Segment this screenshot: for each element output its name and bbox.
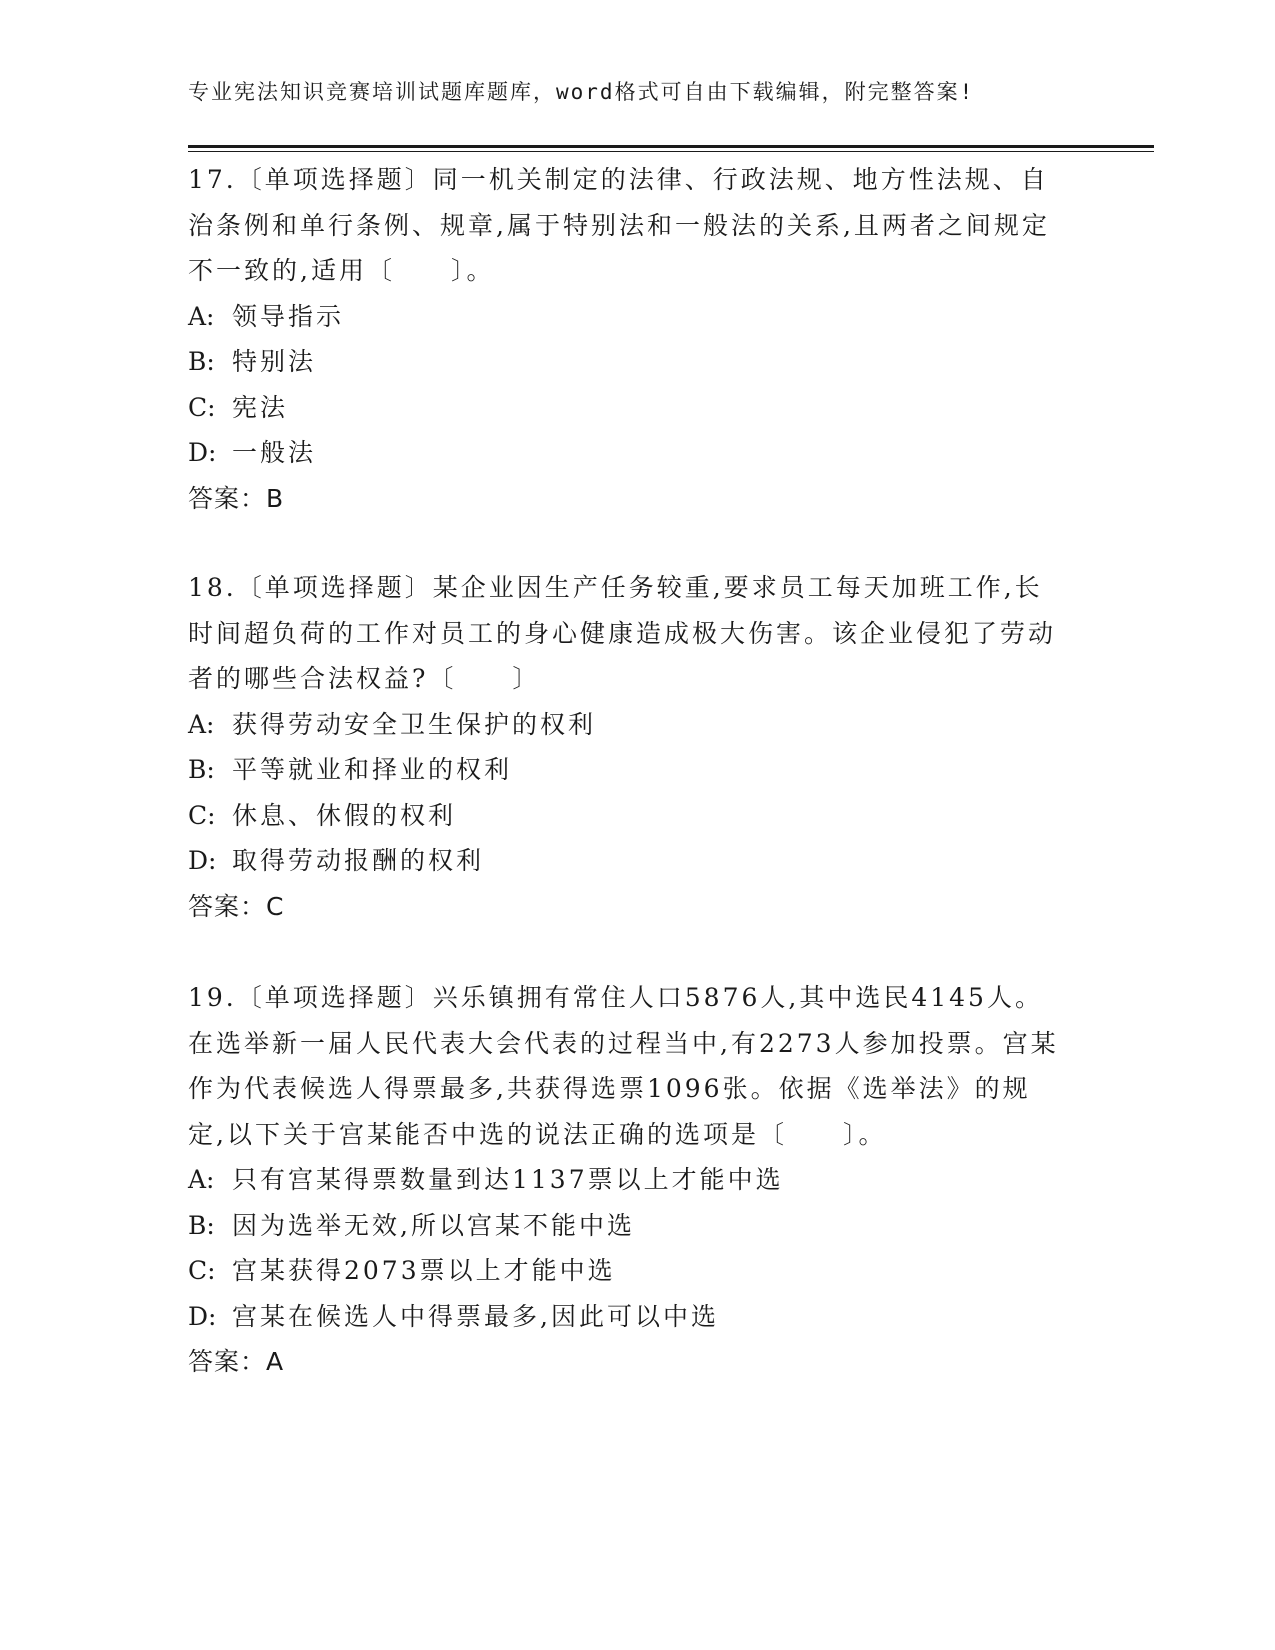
- option-letter: D:: [188, 1301, 217, 1331]
- option-letter: C:: [188, 392, 216, 422]
- answer-line: 答案：B: [188, 483, 285, 513]
- question-19: [188, 975, 1088, 1385]
- option-text: 平等就业和择业的权利: [232, 755, 513, 784]
- option-text: 一般法: [232, 438, 317, 467]
- option-a: [188, 702, 1088, 748]
- question-18: [188, 565, 1088, 929]
- option-letter: A:: [188, 709, 215, 739]
- option-letter: D:: [188, 846, 217, 875]
- option-a: [188, 1157, 1088, 1203]
- option-letter: B:: [188, 755, 215, 784]
- option-text: 特别法: [232, 347, 317, 376]
- option-text: 休息、休假的权利: [232, 800, 457, 830]
- option-text: 因为选举无效,所以宫某不能中选: [232, 1210, 635, 1240]
- option-text: 领导指示: [232, 301, 345, 331]
- option-text: 宪法: [232, 392, 289, 422]
- option-d: [188, 1294, 1088, 1340]
- option-b: [188, 747, 1088, 793]
- option-letter: C:: [188, 800, 216, 830]
- option-d: [188, 430, 1088, 476]
- option-letter: B:: [188, 1210, 215, 1240]
- option-text: 宫某获得2073票以上才能中选: [232, 1256, 616, 1285]
- option-letter: A:: [188, 301, 215, 331]
- answer-line: 答案：A: [188, 1347, 285, 1376]
- question-stem: 18.〔单项选择题〕某企业因生产任务较重,要求员工每天加班工作,长时间超负荷的工作对员工的身心健康造成极大伤害。该企业侵犯了劳动者的哪些合法权益?〔 〕: [188, 573, 1057, 693]
- page-header: 专业宪法知识竞赛培训试题库题库，word格式可自由下载编辑，附完整答案!: [188, 80, 975, 104]
- option-text: 取得劳动报酬的权利: [232, 846, 485, 875]
- header-rule-thick: [188, 145, 1154, 148]
- question-stem: 17.〔单项选择题〕同一机关制定的法律、行政法规、地方性法规、自治条例和单行条例、规章,属于特别法和一般法的关系,且两者之间规定不一致的,适用〔 〕。: [188, 165, 1050, 285]
- option-letter: B:: [188, 347, 215, 376]
- option-b: [188, 339, 1088, 385]
- option-c: [188, 793, 1088, 839]
- answer-line: 答案：C: [188, 891, 285, 921]
- option-d: [188, 838, 1088, 884]
- option-b: [188, 1203, 1088, 1249]
- question-stem: 19.〔单项选择题〕兴乐镇拥有常住人口5876人,其中选民4145人。在选举新一届人民代表大会代表的过程当中,有2273人参加投票。宫某作为代表候选人得票最多,共获得选票1096张。依据《选举法》的规定,以下关于宫某能否中选的说法正确的选项是〔 〕。: [188, 983, 1059, 1149]
- option-text: 获得劳动安全卫生保护的权利: [232, 709, 597, 739]
- option-c: [188, 1248, 1088, 1294]
- option-text: 只有宫某得票数量到达1137票以上才能中选: [232, 1165, 784, 1194]
- question-17: [188, 157, 1088, 521]
- option-a: [188, 294, 1088, 340]
- option-letter: C:: [188, 1256, 216, 1285]
- option-letter: D:: [188, 438, 217, 467]
- header-rule-thin: [188, 151, 1154, 152]
- option-text: 宫某在候选人中得票最多,因此可以中选: [232, 1301, 719, 1331]
- option-c: [188, 385, 1088, 431]
- option-letter: A:: [188, 1165, 215, 1194]
